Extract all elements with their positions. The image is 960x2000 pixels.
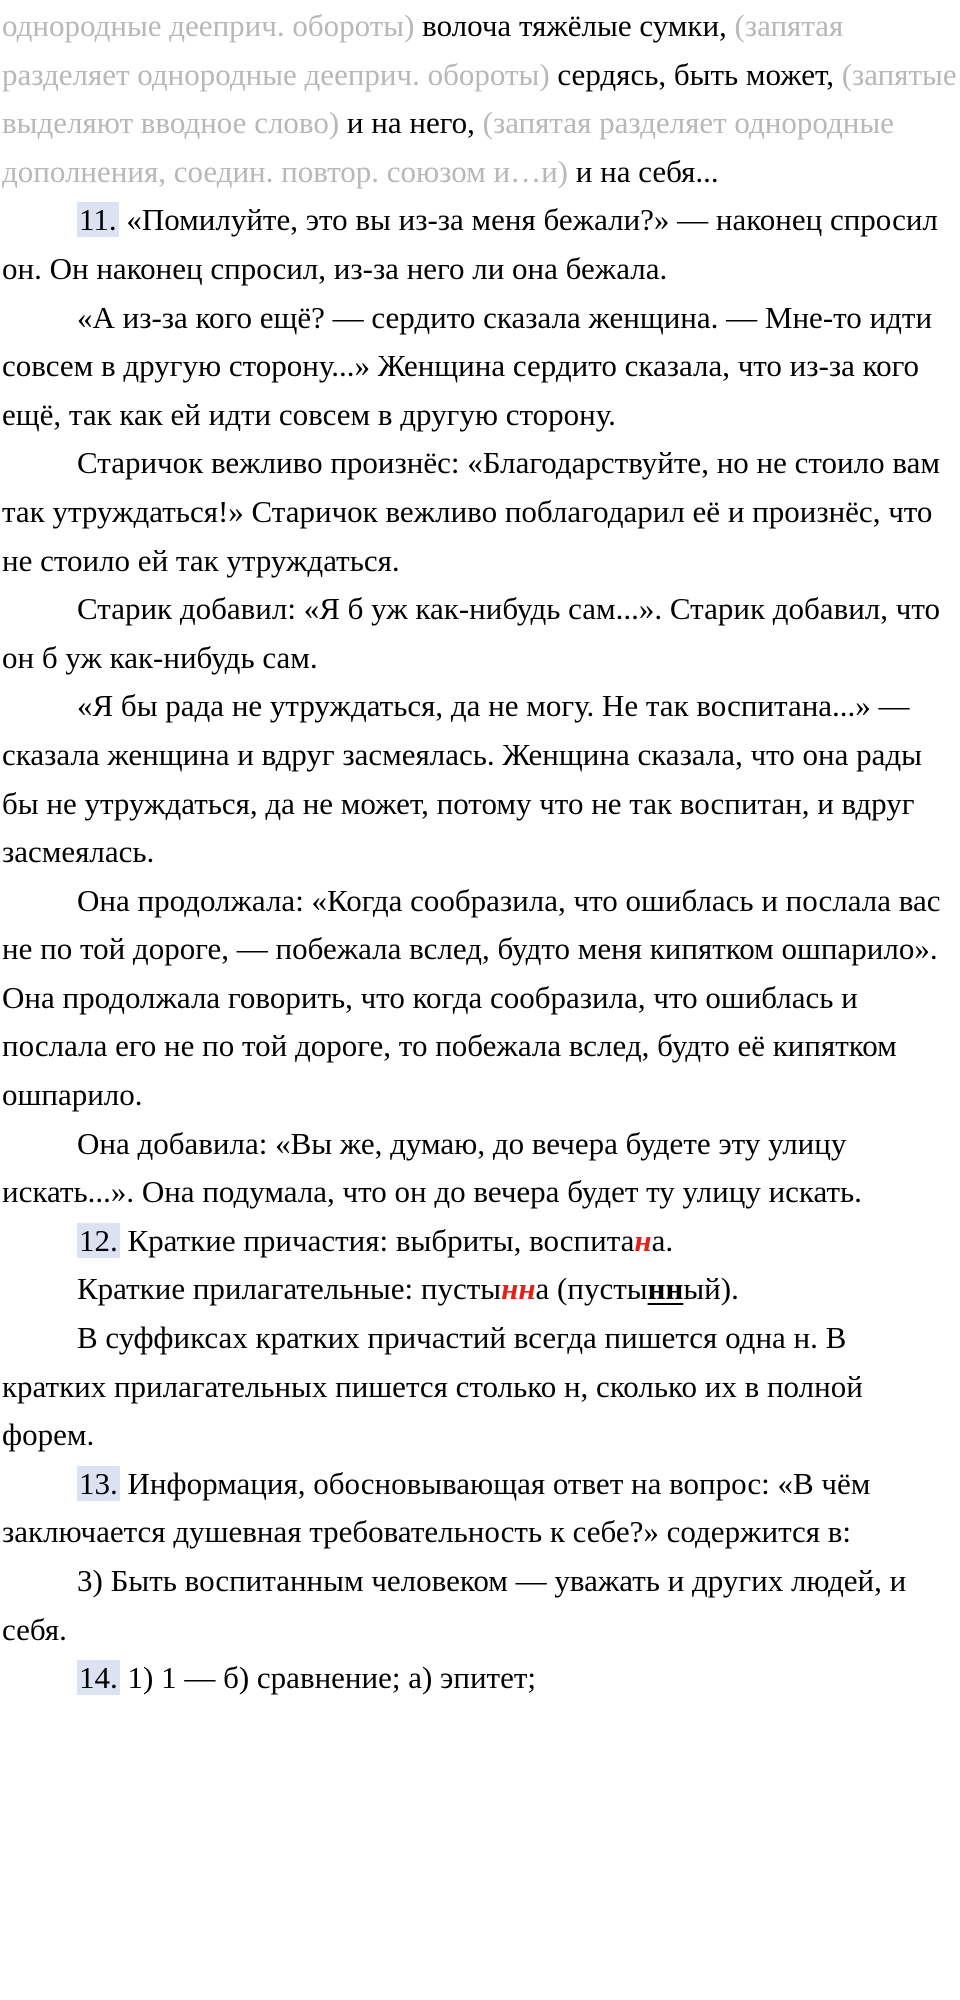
intro-paragraph	[2, 2, 957, 196]
document-page	[2, 0, 957, 1703]
paragraph-text: «Помилуйте, это вы из-за меня бежали?» — наконец спросил он. Он наконец спросил, из-за него ли она бежала.	[2, 202, 938, 286]
text-fragment: Краткие причастия: выбриты, воспита	[119, 1222, 635, 1258]
task12-line-1	[2, 1217, 957, 1266]
task-number: 12.	[79, 1222, 118, 1258]
task13-paragraph-2: 3) Быть воспитанным человеком — уважать и других людей, и себя.	[2, 1563, 907, 1647]
task11-paragraph-7: Она добавила: «Вы же, думаю, до вечера будете эту улицу искать...». Она подумала, что он до вечера будет ту улицу искать.	[2, 1125, 862, 1210]
highlight-letter: н	[634, 1222, 652, 1258]
task14-paragraph-1	[2, 1654, 957, 1703]
text-fragment: волоча тяжёлые сумки,	[414, 8, 735, 43]
task11-paragraph-2: «А из-за кого ещё? — сердито сказала женщина. — Мне-то идти совсем в другую сторону...» Женщина сердито сказала, что из-за кого ещё, так как ей идти совсем в другую сторону.	[2, 299, 933, 432]
task-number: 11.	[79, 202, 117, 238]
task11-paragraph-4: Старик добавил: «Я б уж как-нибудь сам...». Старик добавил, что он б уж как-нибудь сам.	[2, 591, 940, 675]
text-fragment: и на него,	[339, 105, 483, 141]
task12-line-2	[2, 1265, 957, 1314]
gray-note: (запятая разделяет однородные дополнения, соедин. повтор. союзом и…и)	[2, 105, 894, 189]
task12-paragraph-3: В суффиксах кратких причастий всегда пишется одна н. В кратких прилагательных пишется столько н, сколько их в полной форем.	[2, 1320, 863, 1453]
task11-paragraph-6: Она продолжала: «Когда сообразила, что ошиблась и послала вас не по той дороге, — побежала вслед, будто меня кипятком ошпарило». Она продолжала говорить, что когда сообразила, что ошиблась и послала его не по той дороге, то побежала вслед, будто её кипятком ошпарило.	[2, 882, 941, 1113]
text-fragment: сердясь, быть может,	[549, 56, 842, 92]
paragraph-text: Информация, обосновывающая ответ на вопрос: «В чём заключается душевная требовательность к себе?» содержится в:	[2, 1465, 871, 1550]
gray-note: однородные дееприч. обороты)	[2, 8, 415, 43]
underlined-letters: нн	[647, 1271, 684, 1307]
paragraph-text: 1) 1 — б) сравнение; а) эпитет;	[119, 1660, 537, 1696]
task13-paragraph-1	[2, 1460, 957, 1557]
task11-paragraph-1	[2, 196, 957, 293]
task-number: 14.	[79, 1660, 118, 1696]
task-number: 13.	[79, 1465, 118, 1501]
text-fragment: а.	[651, 1222, 674, 1258]
gray-note: (запятые выделяют вводное слово)	[2, 56, 957, 141]
text-fragment: и на себя...	[568, 153, 719, 189]
text-fragment: ый).	[683, 1271, 739, 1307]
text-fragment: а (пусты	[535, 1271, 648, 1307]
task11-paragraph-5: «Я бы рада не утруждаться, да не могу. Не так воспитана...» — сказала женщина и вдруг засмеялась. Женщина сказала, что она рады бы не утруждаться, да не может, потому что не так воспитан, и вдруг засмеялась.	[2, 688, 923, 870]
highlight-letters: нн	[501, 1271, 536, 1307]
gray-note: (запятая разделяет однородные дееприч. обороты)	[2, 8, 844, 92]
text-fragment: Краткие прилагательные: пусты	[77, 1271, 502, 1307]
task11-paragraph-3: Старичок вежливо произнёс: «Благодарствуйте, но не стоило вам так утруждаться!» Старичок вежливо поблагодарил её и произнёс, что не стоило ей так утруждаться.	[2, 445, 940, 578]
